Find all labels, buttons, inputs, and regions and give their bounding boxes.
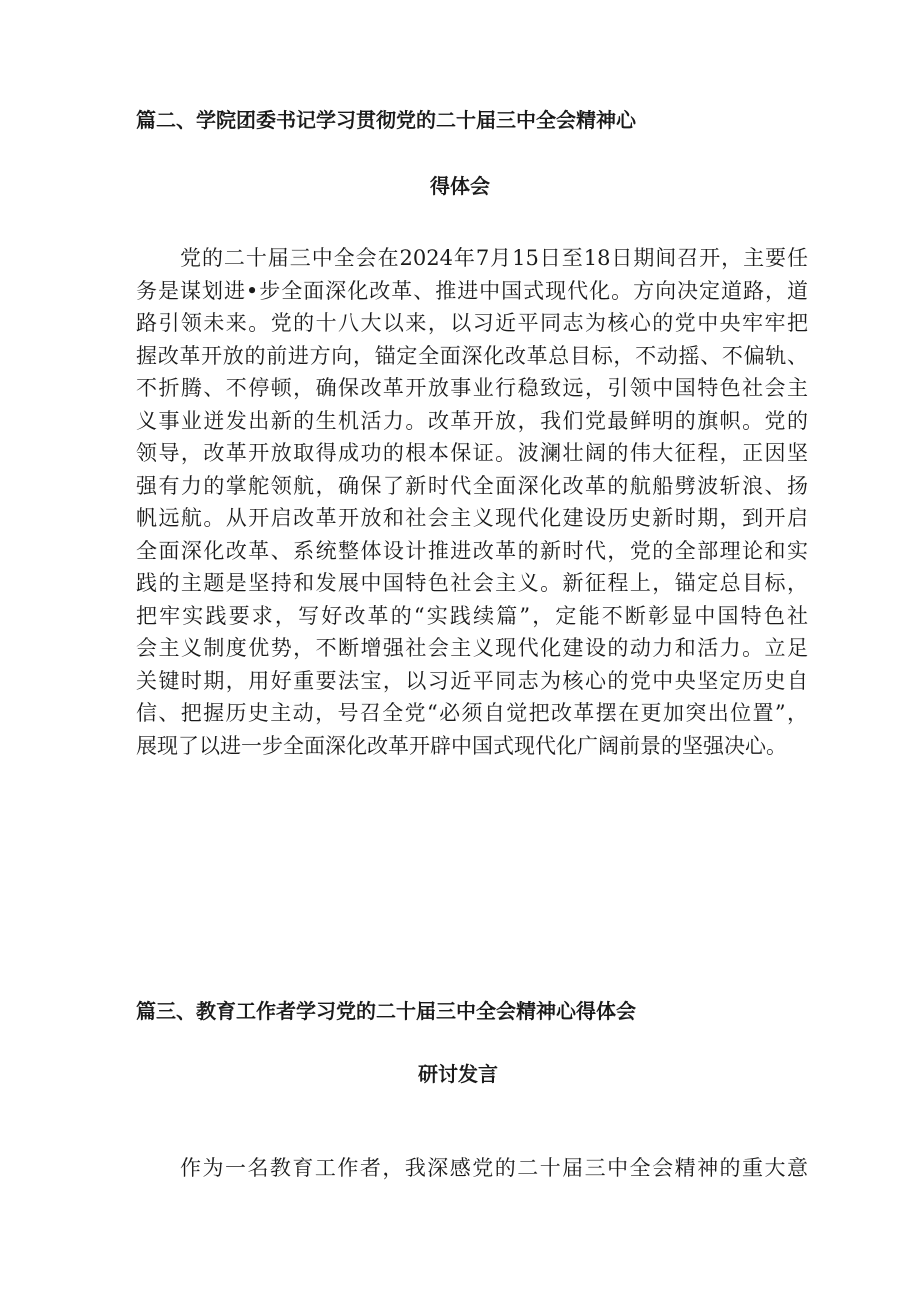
section2-title-line2: 得体会 [430,174,490,198]
paragraph-line: 党的二十届三中全会在2024年7月15日至18日期间召开，主要任 [180,246,808,270]
paragraph-line: 不折腾、不停顿，确保改革开放事业行稳致远，引领中国特色社会主 [136,376,808,400]
paragraph-line: 务是谋划进•步全面深化改革、推进中国式现代化。方向决定道路，道 [136,278,808,303]
paragraph-line: 领导，改革开放取得成功的根本保证。波澜壮阔的伟大征程，正因坚 [136,441,808,465]
paragraph-line: 把牢实践要求，写好改革的“实践续篇”，定能不断彰显中国特色社 [136,603,808,628]
paragraph-line: 关键时期，用好重要法宝，以习近平同志为核心的党中央坚定历史自 [136,668,808,693]
paragraph-line: 握改革开放的前进方向，锚定全面深化改革总目标，不动摇、不偏轨、 [136,343,808,368]
paragraph-line: 作为一名教育工作者，我深感党的二十届三中全会精神的重大意 [180,1156,808,1180]
paragraph-line: 践的主题是坚持和发展中国特色社会主义。新征程上，锚定总目标， [136,571,808,595]
section3-paragraph [136,1152,808,1185]
paragraph-line: 会主义制度优势，不断增强社会主义现代化建设的动力和活力。立足 [136,636,808,660]
section3-title-line1: 篇三、教育工作者学习党的二十届三中全会精神心得体会 [136,999,636,1023]
paragraph-line: 信、把握历史主动，号召全党“必须自觉把改革摆在更加突出位置”， [136,701,808,725]
section3-title-line2: 研讨发言 [418,1062,498,1086]
paragraph-line: 义事业迸发出新的生机活力。改革开放，我们党最鲜明的旗帜。党的 [136,408,808,433]
paragraph-line: 全面深化改革、系统整体设计推进改革的新时代，党的全部理论和实 [136,538,808,563]
section2-title-line1: 篇二、学院团委书记学习贯彻党的二十届三中全会精神心 [136,108,636,132]
paragraph-line: 路引领未来。党的十八大以来，以习近平同志为核心的党中央牢牢把 [136,311,808,335]
paragraph-line: 帆远航。从开启改革开放和社会主义现代化建设历史新时期，到开启 [136,506,808,530]
paragraph-line: 展现了以进一步全面深化改革开辟中国式现代化广阔前景的坚强决心。 [136,733,787,758]
section2-paragraph [136,242,808,762]
paragraph-line: 强有力的掌舵领航，确保了新时代全面深化改革的航船劈波斩浪、扬 [136,473,808,498]
